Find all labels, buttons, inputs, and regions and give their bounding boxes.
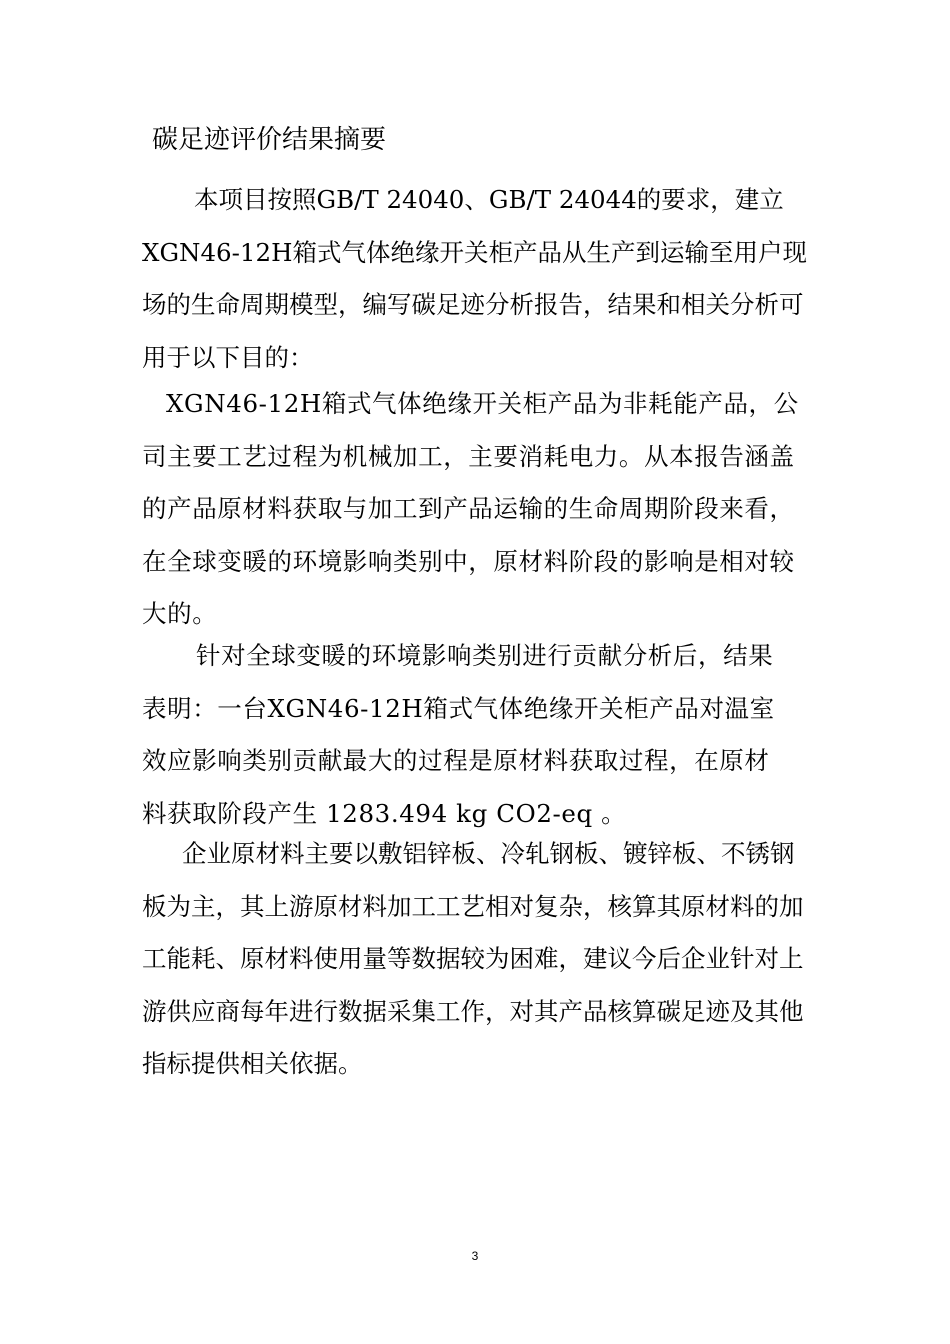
paragraph-contribution-analysis: 针对全球变暖的环境影响类别进行贡献分析后，结果表明：一台XGN46-12H箱式气体绝缘开关柜产品对温室效应影响类别贡献最大的过程是原材料获取过程，在原材料获取阶段产生 1283.494 kg CO2-eq 。 — [142, 641, 775, 828]
section-title: 碳足迹评价结果摘要 — [152, 125, 387, 155]
page-number: 3 — [471, 1249, 479, 1263]
paragraph-scope: 本项目按照GB/T 24040、GB/T 24044的要求，建立XGN46-12H箱式气体绝缘开关柜产品从生产到运输至用户现场的生命周期模型，编写碳足迹分析报告，结果和相关分析可用于以下目的： — [142, 185, 807, 372]
paragraph-product-overview: XGN46-12H箱式气体绝缘开关柜产品为非耗能产品，公司主要工艺过程为机械加工，主要消耗电力。从本报告涵盖的产品原材料获取与加工到产品运输的生命周期阶段来看，在全球变暖的环境影响类别中，原材料阶段的影响是相对较大的。 — [142, 389, 799, 628]
paragraph-recommendation: 企业原材料主要以敷铝锌板、冷轧钢板、镀锌板、不锈钢板为主，其上游原材料加工工艺相对复杂，核算其原材料的加工能耗、原材料使用量等数据较为困难，建议今后企业针对上游供应商每年进行数据采集工作，对其产品核算碳足迹及其他指标提供相关依据。 — [142, 839, 804, 1078]
